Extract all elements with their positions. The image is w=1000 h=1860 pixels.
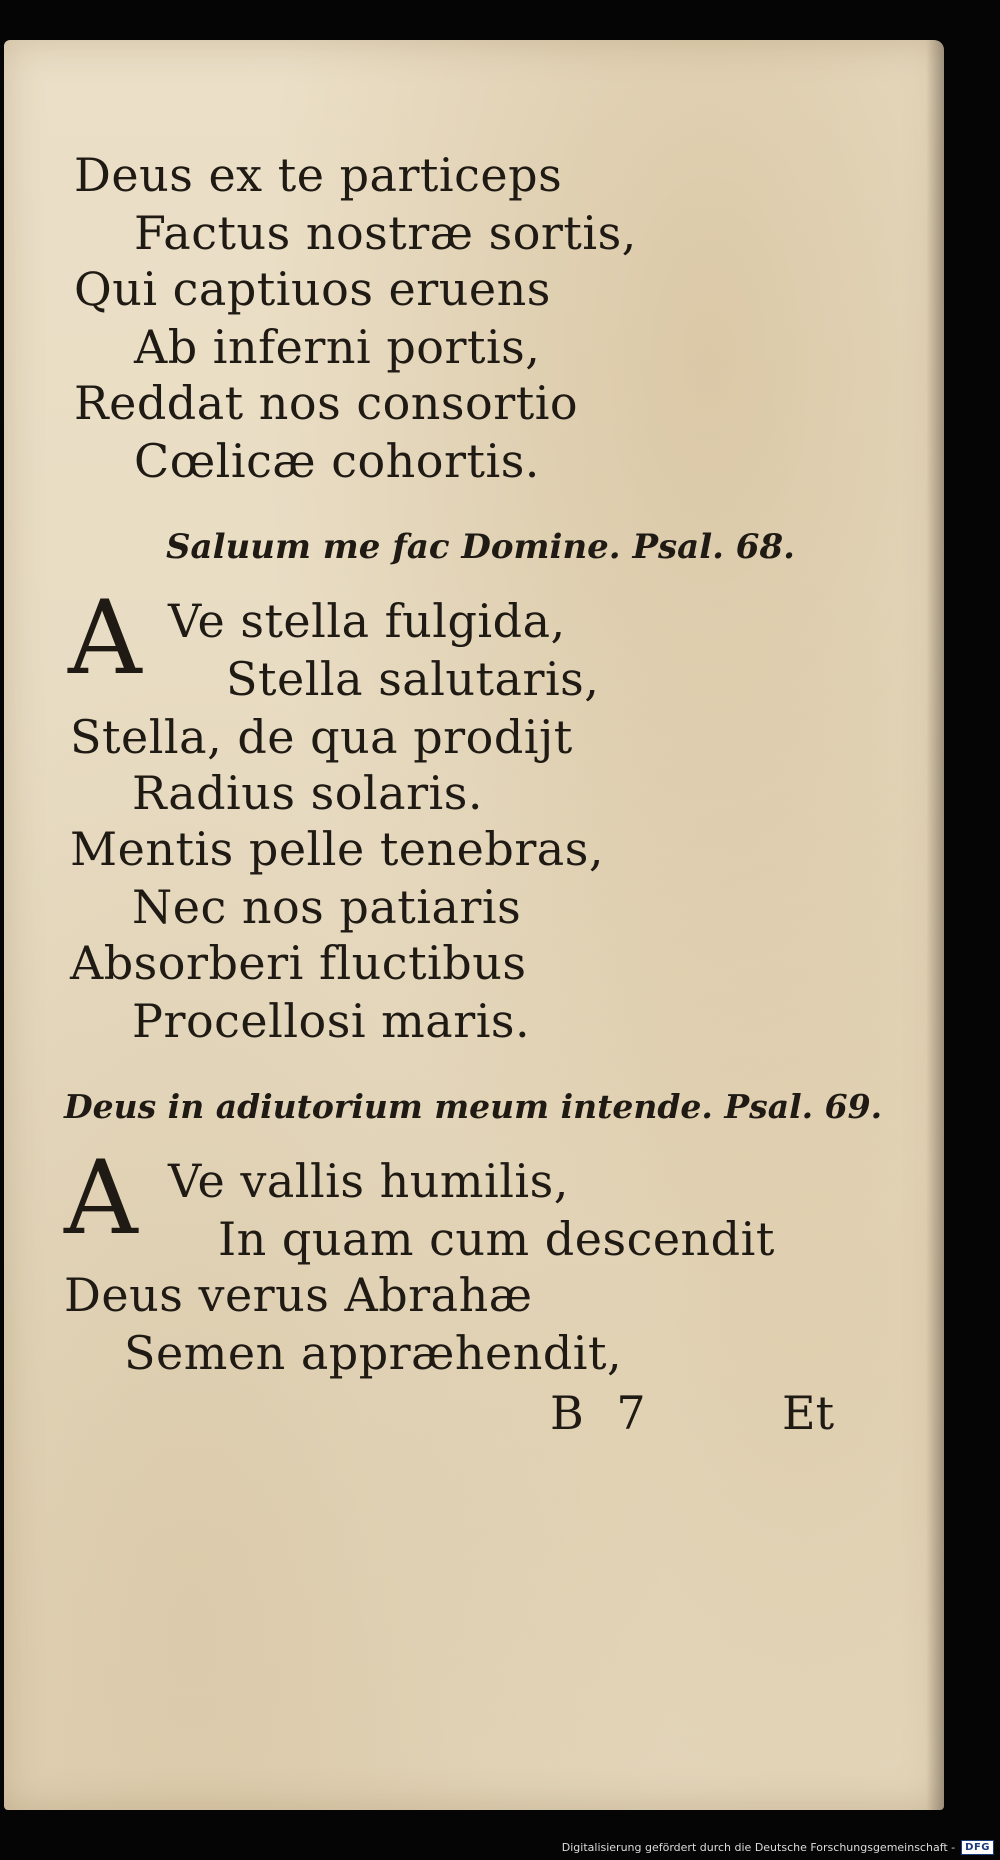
verse-line: Ve stella fulgida, (168, 594, 566, 648)
verse-line: Deus verus Abrahæ (64, 1268, 533, 1322)
verse-line: Deus ex te particeps (74, 148, 563, 202)
verse-line: Radius solaris. (132, 766, 483, 820)
verse-line: Ab inferni portis, (134, 320, 541, 374)
verse-line: Stella salutaris, (226, 652, 600, 706)
psalm-caption: Saluum me fac Domine. Psal. 68. (166, 527, 795, 567)
page-text (4, 40, 944, 1810)
verse-line: Stella, de qua prodijt (70, 710, 573, 764)
credit-text: Digitalisierung gefördert durch die Deutsche Forschungsgemeinschaft - (561, 1840, 956, 1854)
verse-line: Semen appræhendit, (124, 1326, 623, 1380)
drop-cap-initial: A (64, 1139, 138, 1258)
verse-line: Qui captiuos eruens (74, 262, 551, 316)
verse-line: Mentis pelle tenebras, (70, 822, 604, 876)
verse-line: Ve vallis humilis, (168, 1154, 569, 1208)
dfg-logo: DFG (961, 1840, 994, 1855)
verse-line: Absorberi fluctibus (70, 936, 527, 990)
digitization-credit (562, 1836, 994, 1858)
book-page (4, 40, 944, 1810)
signature-mark: B 7 (550, 1386, 646, 1440)
psalm-caption: Deus in adiutorium meum intende. Psal. 69. (64, 1087, 883, 1126)
verse-line: Factus nostræ sortis, (134, 206, 637, 260)
verse-line: Nec nos patiaris (132, 880, 522, 934)
verse-line: In quam cum descendit (218, 1212, 775, 1266)
catchword: Et (782, 1386, 835, 1440)
drop-cap-initial: A (68, 579, 142, 698)
verse-line: Procellosi maris. (132, 994, 531, 1048)
verse-line: Cœlicæ cohortis. (134, 434, 540, 488)
verse-line: Reddat nos consortio (74, 376, 579, 430)
